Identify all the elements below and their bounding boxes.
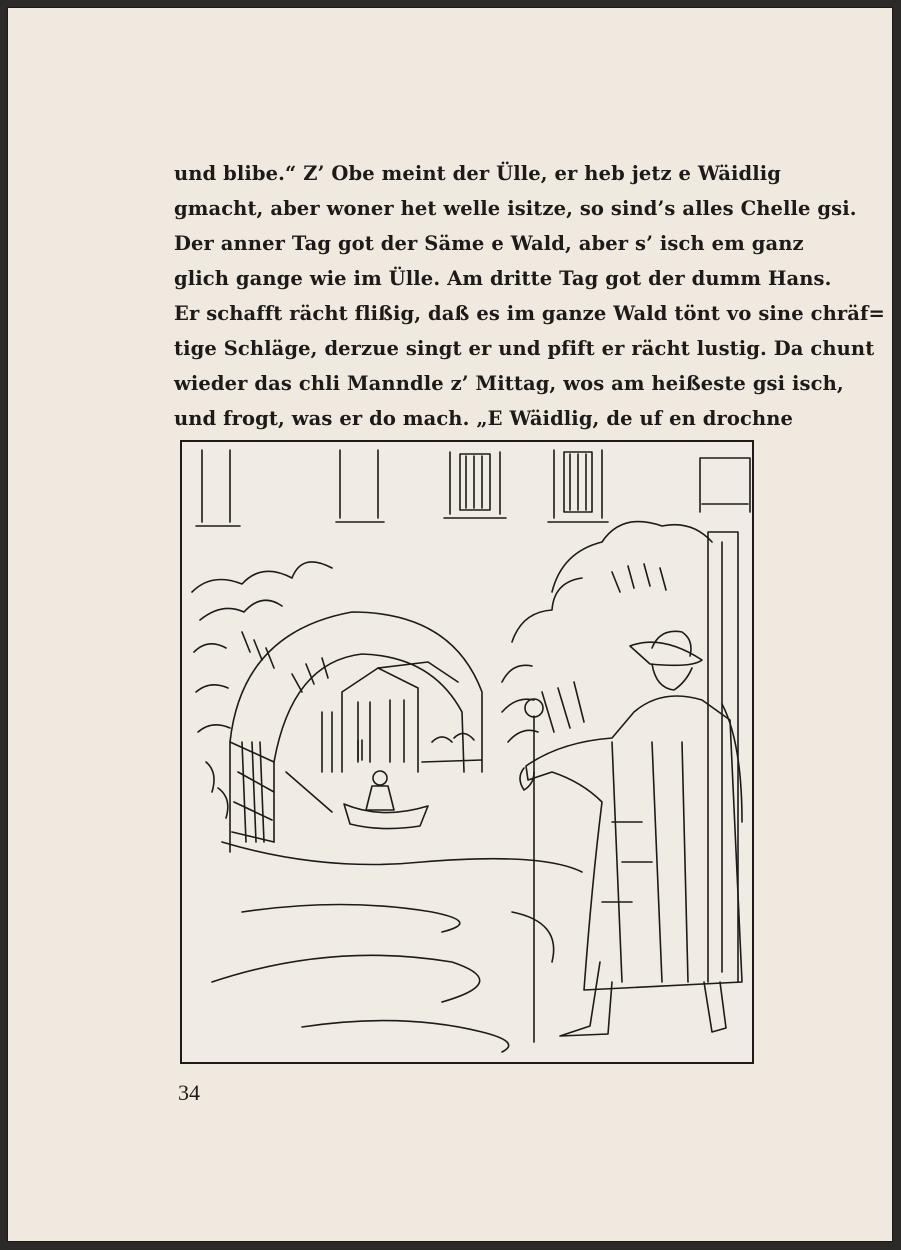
archway (230, 612, 482, 852)
illustration (180, 440, 754, 1064)
window-frames (196, 450, 750, 526)
door-frame (708, 532, 738, 982)
illustration-drawing (182, 442, 752, 1062)
text-line: und blibe.“ Z’ Obe meint der Ülle, er heb jetz e Wäidlig (174, 162, 781, 185)
text-line: glich gange wie im Ülle. Am dritte Tag got der dumm Hans. (174, 267, 832, 290)
text-line: Der anner Tag got der Säme e Wald, aber s’ isch em ganz (174, 232, 804, 255)
ground-lines (212, 842, 582, 1052)
text-line: und frogt, was er do mach. „E Wäidlig, de uf en drochne (174, 407, 794, 430)
distant-house (322, 662, 458, 772)
body-text (174, 156, 885, 436)
book-page (8, 8, 892, 1241)
text-line: tige Schläge, derzue singt er und pfift er rächt lustig. Da chunt (174, 337, 875, 360)
boat-and-figures (286, 733, 482, 828)
text-line: gmacht, aber woner het welle isitze, so sind’s alles Chelle gsi. (174, 197, 857, 220)
page-number: 34 (178, 1080, 200, 1105)
text-line: wieder das chli Manndle z’ Mittag, wos am heißeste gsi isch, (174, 372, 844, 395)
text-line: Er schafft rächt flißig, daß es im ganze Wald tönt vo sine chräf= (174, 302, 885, 325)
